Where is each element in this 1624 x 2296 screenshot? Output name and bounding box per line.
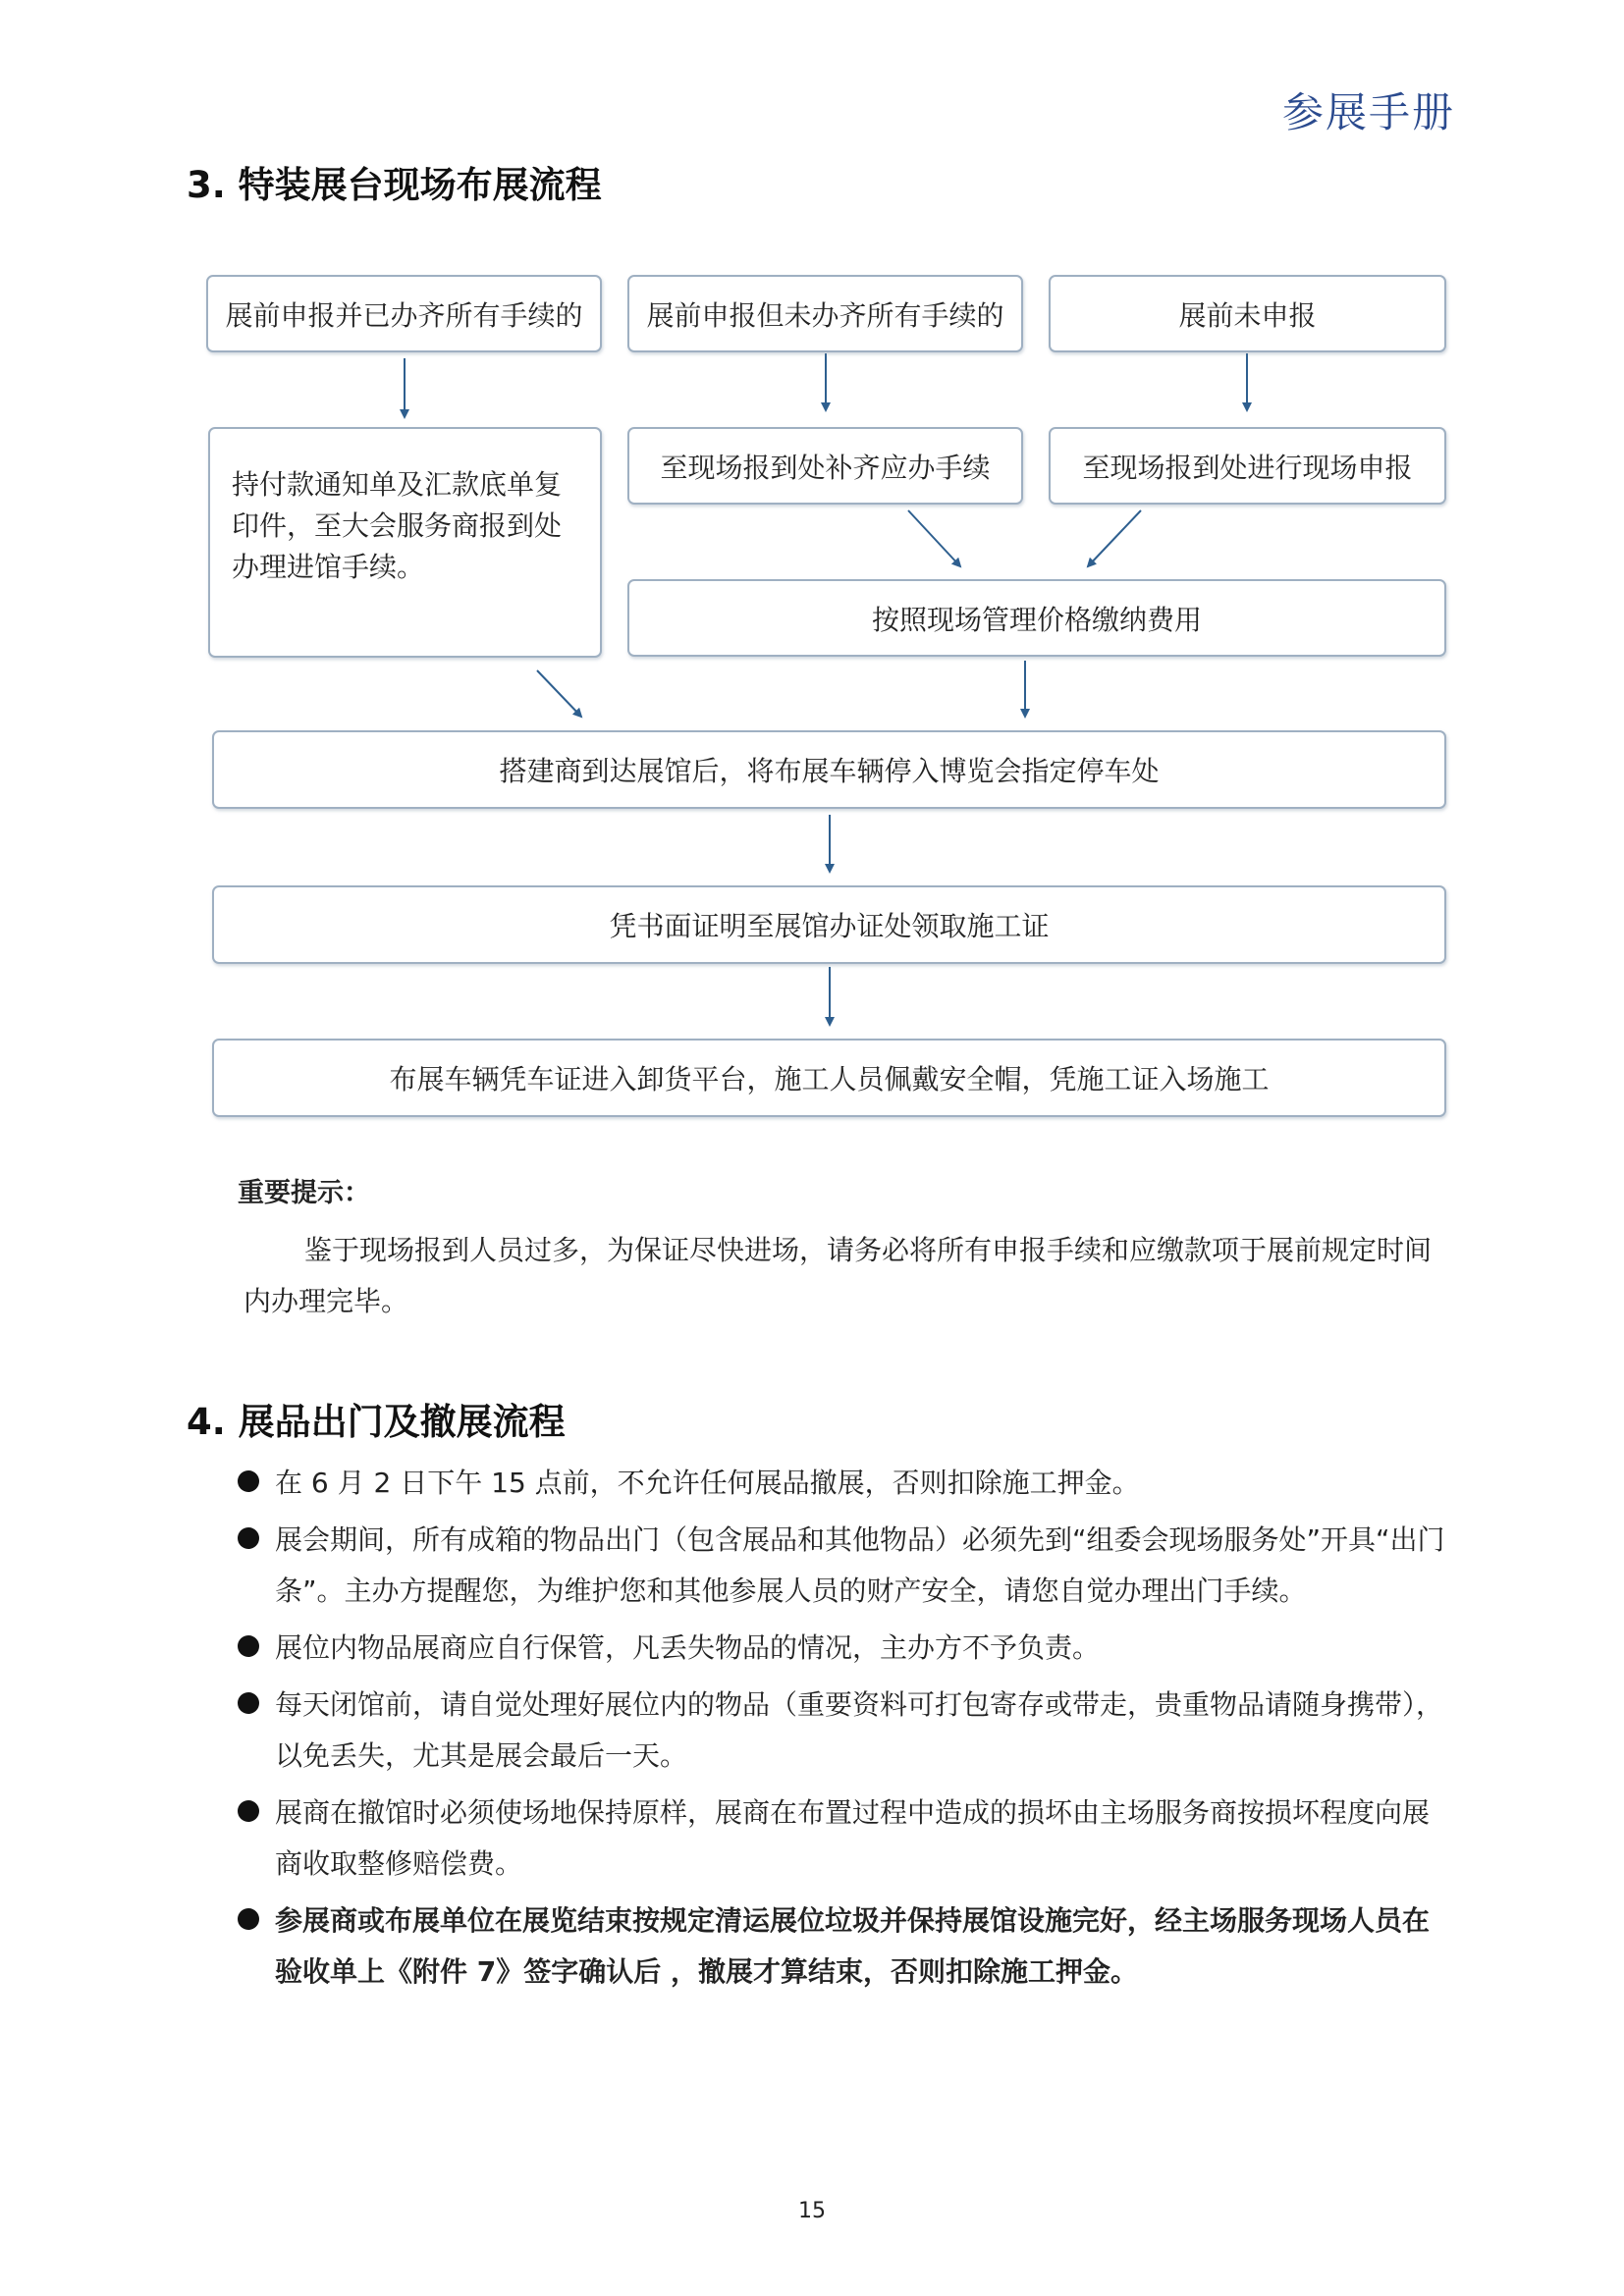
bullet-icon — [238, 1470, 259, 1492]
list-item — [236, 1458, 1453, 1509]
dismantle-rules-list — [236, 1458, 1453, 2003]
notice-body: 鉴于现场报到人员过多，为保证尽快进场，请务必将所有申报手续和应缴款项于展前规定时间内办理完毕。 — [244, 1234, 1433, 1317]
bullet-icon — [238, 1908, 259, 1930]
list-item-text: 展位内物品展商应自行保管，凡丢失物品的情况，主办方不予负责。 — [275, 1631, 1101, 1664]
section-4-title: 4. 展品出门及撤展流程 — [187, 1401, 566, 1443]
list-item-text: 每天闭馆前，请自觉处理好展位内的物品（重要资料可打包寄存或带走，贵重物品请随身携带），以免丢失，尤其是展会最后一天。 — [275, 1688, 1444, 1772]
list-item-text: 展商在撤馆时必须使场地保持原样，展商在布置过程中造成的损坏由主场服务商按损坏程度向展商收取整修赔偿费。 — [275, 1796, 1431, 1880]
setup-flowchart — [0, 0, 1624, 1129]
arrow-a-to-arrive — [537, 670, 581, 717]
flow-box-complete-procedures: 至现场报到处补齐应办手续 — [627, 427, 1023, 505]
manual-header-title: 参展手册 — [1281, 88, 1455, 136]
list-item — [236, 1788, 1453, 1890]
flow-box-pay-fees: 按照现场管理价格缴纳费用 — [627, 579, 1446, 657]
notice-title: 重要提示： — [238, 1178, 370, 1208]
list-item — [236, 1623, 1453, 1674]
flow-box-get-permit: 凭书面证明至展馆办证处领取施工证 — [212, 885, 1446, 964]
arrow-b-to-fee — [908, 510, 960, 566]
list-item — [236, 1515, 1453, 1617]
list-item-text: 参展商或布展单位在展览结束按规定清运展位垃圾并保持展馆设施完好，经主场服务现场人员在验收单上《附件 7》签字确认后 ，撤展才算结束，否则扣除施工押金。 — [275, 1904, 1431, 1988]
flow-box-enter-construct: 布展车辆凭车证进入卸货平台，施工人员佩戴安全帽，凭施工证入场施工 — [212, 1039, 1446, 1117]
bullet-icon — [238, 1527, 259, 1549]
list-item-text: 展会期间，所有成箱的物品出门（包含展品和其他物品）必须先到“组委会现场服务处”开具“出门条”。主办方提醒您，为维护您和其他参展人员的财产安全，请您自觉办理出门手续。 — [275, 1523, 1445, 1607]
flow-box-arrive-park: 搭建商到达展馆后，将布展车辆停入博览会指定停车处 — [212, 730, 1446, 809]
list-item — [236, 1680, 1453, 1782]
flow-box-start-declared-incomplete: 展前申报但未办齐所有手续的 — [627, 275, 1023, 352]
flow-box-start-undeclared: 展前未申报 — [1049, 275, 1446, 352]
flow-box-payment-checkin: 持付款通知单及汇款底单复印件，至大会服务商报到处办理进馆手续。 — [208, 427, 602, 658]
list-item — [236, 1896, 1453, 1998]
list-item-text: 在 6 月 2 日下午 15 点前，不允许任何展品撤展，否则扣除施工押金。 — [275, 1467, 1140, 1499]
bullet-icon — [238, 1635, 259, 1657]
arrow-c-to-fee — [1088, 510, 1141, 566]
page-number: 15 — [798, 2199, 826, 2223]
bullet-icon — [238, 1800, 259, 1822]
flow-box-start-declared-complete: 展前申报并已办齐所有手续的 — [206, 275, 602, 352]
flow-box-onsite-declare: 至现场报到处进行现场申报 — [1049, 427, 1446, 505]
bullet-icon — [238, 1692, 259, 1714]
section-3-title: 3. 特装展台现场布展流程 — [187, 164, 602, 206]
